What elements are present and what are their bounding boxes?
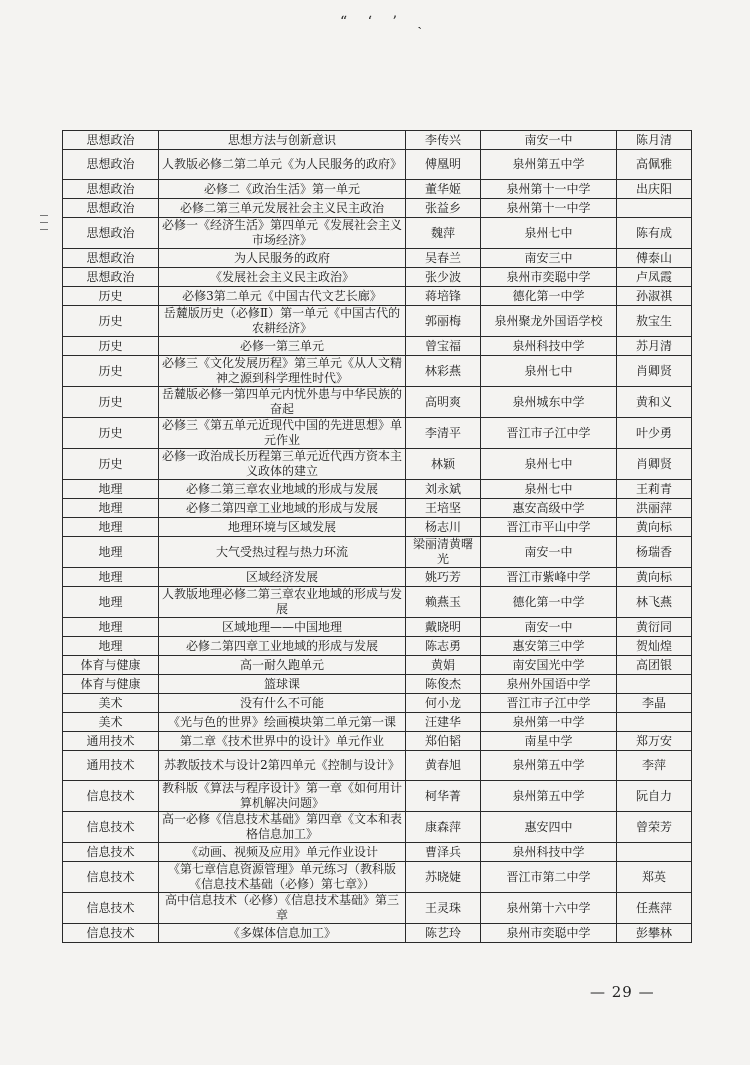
author-cell: 汪建华: [406, 713, 481, 732]
reviewer-cell: 王莉青: [617, 480, 692, 499]
table-row: [63, 356, 692, 387]
author-cell: 张益乡: [406, 199, 481, 218]
topic-cell: 必修二第四章工业地域的形成与发展: [159, 499, 406, 518]
subject-cell: 地理: [63, 518, 159, 537]
topic-cell: 《发展社会主义民主政治》: [159, 268, 406, 287]
author-cell: 戴晓明: [406, 618, 481, 637]
topic-cell: 区域地理——中国地理: [159, 618, 406, 637]
author-cell: 傅凰明: [406, 150, 481, 180]
subject-cell: 地理: [63, 537, 159, 568]
table-row: [63, 713, 692, 732]
subject-cell: 思想政治: [63, 199, 159, 218]
school-cell: 泉州科技中学: [481, 843, 617, 862]
topic-cell: 人教版地理必修二第三章农业地域的形成与发展: [159, 587, 406, 618]
author-cell: 蒋培锋: [406, 287, 481, 306]
school-cell: 泉州第十一中学: [481, 180, 617, 199]
topic-cell: 必修二《政治生活》第一单元: [159, 180, 406, 199]
author-cell: 王灵珠: [406, 893, 481, 924]
author-cell: 王培坚: [406, 499, 481, 518]
author-cell: 康森萍: [406, 812, 481, 843]
reviewer-cell: 曾荣芳: [617, 812, 692, 843]
topic-cell: 篮球课: [159, 675, 406, 694]
school-cell: 泉州市奕聪中学: [481, 268, 617, 287]
topic-cell: 必修二第三章农业地域的形成与发展: [159, 480, 406, 499]
subject-cell: 通用技术: [63, 751, 159, 781]
table-row: [63, 751, 692, 781]
topic-cell: 必修一政治成长历程第三单元近代西方资本主义政体的建立: [159, 449, 406, 480]
school-cell: 泉州第五中学: [481, 781, 617, 812]
reviewer-cell: 肖卿贤: [617, 356, 692, 387]
topic-cell: 必修三《文化发展历程》第三单元《从人文精神之源到科学理性时代》: [159, 356, 406, 387]
author-cell: 黄春旭: [406, 751, 481, 781]
author-cell: 曾宝福: [406, 337, 481, 356]
topic-cell: 必修一《经济生活》第四单元《发展社会主义市场经济》: [159, 218, 406, 249]
topic-cell: 岳麓版必修一第四单元内忧外患与中华民族的奋起: [159, 387, 406, 418]
reviewer-cell: 林飞燕: [617, 587, 692, 618]
reviewer-cell: 李晶: [617, 694, 692, 713]
page-number: — 29 —: [590, 983, 655, 1001]
author-cell: 黄娟: [406, 656, 481, 675]
reviewer-cell: 陈有成: [617, 218, 692, 249]
school-cell: 泉州七中: [481, 449, 617, 480]
school-cell: 泉州第五中学: [481, 751, 617, 781]
author-cell: 姚巧芳: [406, 568, 481, 587]
subject-cell: 美术: [63, 694, 159, 713]
table-row: [63, 862, 692, 893]
topic-cell: 必修三《第五单元近现代中国的先进思想》单元作业: [159, 418, 406, 449]
author-cell: 陈志勇: [406, 637, 481, 656]
table-row: [63, 199, 692, 218]
reviewer-cell: 敖宝生: [617, 306, 692, 337]
table-row: [63, 924, 692, 943]
reviewer-cell: 卢凤霞: [617, 268, 692, 287]
reviewer-cell: 彭攀林: [617, 924, 692, 943]
table-row: [63, 587, 692, 618]
table-row: [63, 656, 692, 675]
subject-cell: 美术: [63, 713, 159, 732]
author-cell: 何小龙: [406, 694, 481, 713]
assignment-table: [62, 130, 692, 943]
reviewer-cell: 郑英: [617, 862, 692, 893]
topic-cell: 高中信息技术（必修）《信息技术基础》第三章: [159, 893, 406, 924]
author-cell: 郭丽梅: [406, 306, 481, 337]
subject-cell: 体育与健康: [63, 656, 159, 675]
table-row: [63, 418, 692, 449]
table-row: [63, 449, 692, 480]
topic-cell: 必修二第四章工业地域的形成与发展: [159, 637, 406, 656]
table-row: [63, 218, 692, 249]
author-cell: 杨志川: [406, 518, 481, 537]
table-row: [63, 387, 692, 418]
reviewer-cell: [617, 843, 692, 862]
table-row: [63, 337, 692, 356]
subject-cell: 思想政治: [63, 218, 159, 249]
topic-cell: 第二章《技术世界中的设计》单元作业: [159, 732, 406, 751]
author-cell: 高明爽: [406, 387, 481, 418]
school-cell: 泉州市奕聪中学: [481, 924, 617, 943]
school-cell: 泉州聚龙外国语学校: [481, 306, 617, 337]
subject-cell: 地理: [63, 499, 159, 518]
topic-cell: 《第七章信息资源管理》单元练习（教科版《信息技术基础（必修）第七章》）: [159, 862, 406, 893]
reviewer-cell: 阮自力: [617, 781, 692, 812]
school-cell: 德化第一中学: [481, 287, 617, 306]
table-row: [63, 518, 692, 537]
subject-cell: 历史: [63, 418, 159, 449]
reviewer-cell: 陈月清: [617, 131, 692, 150]
table-row: [63, 732, 692, 751]
subject-cell: 历史: [63, 356, 159, 387]
subject-cell: 思想政治: [63, 180, 159, 199]
subject-cell: 信息技术: [63, 843, 159, 862]
subject-cell: 地理: [63, 618, 159, 637]
subject-cell: 思想政治: [63, 131, 159, 150]
reviewer-cell: 高团银: [617, 656, 692, 675]
topic-cell: 高一必修《信息技术基础》第四章《文本和表格信息加工》: [159, 812, 406, 843]
school-cell: 晋江市紫峰中学: [481, 568, 617, 587]
table-row: [63, 618, 692, 637]
subject-cell: 历史: [63, 306, 159, 337]
school-cell: 泉州第一中学: [481, 713, 617, 732]
reviewer-cell: 出庆阳: [617, 180, 692, 199]
topic-cell: 苏教版技术与设计2第四单元《控制与设计》: [159, 751, 406, 781]
topic-cell: 岳麓版历史（必修Ⅱ）第一单元《中国古代的农耕经济》: [159, 306, 406, 337]
school-cell: 泉州第十六中学: [481, 893, 617, 924]
school-cell: 惠安四中: [481, 812, 617, 843]
topic-cell: 必修一第三单元: [159, 337, 406, 356]
topic-cell: 没有什么不可能: [159, 694, 406, 713]
subject-cell: 信息技术: [63, 812, 159, 843]
topic-cell: 区域经济发展: [159, 568, 406, 587]
reviewer-cell: [617, 675, 692, 694]
subject-cell: 历史: [63, 337, 159, 356]
reviewer-cell: 李萍: [617, 751, 692, 781]
reviewer-cell: 黄向标: [617, 518, 692, 537]
school-cell: 晋江市第二中学: [481, 862, 617, 893]
topic-cell: 必修二第三单元发展社会主义民主政治: [159, 199, 406, 218]
author-cell: 林颖: [406, 449, 481, 480]
subject-cell: 历史: [63, 287, 159, 306]
subject-cell: 地理: [63, 637, 159, 656]
author-cell: 张少波: [406, 268, 481, 287]
school-cell: 南安一中: [481, 537, 617, 568]
school-cell: 南星中学: [481, 732, 617, 751]
topic-cell: 高一耐久跑单元: [159, 656, 406, 675]
table-row: [63, 480, 692, 499]
reviewer-cell: 高佩雅: [617, 150, 692, 180]
table-row: [63, 537, 692, 568]
reviewer-cell: 黄和义: [617, 387, 692, 418]
table-row: [63, 637, 692, 656]
subject-cell: 信息技术: [63, 924, 159, 943]
school-cell: 晋江市平山中学: [481, 518, 617, 537]
subject-cell: 历史: [63, 449, 159, 480]
subject-cell: 地理: [63, 568, 159, 587]
table-row: [63, 150, 692, 180]
table-row: [63, 306, 692, 337]
school-cell: 泉州外国语中学: [481, 675, 617, 694]
table-body: [63, 131, 692, 943]
school-cell: 泉州第十一中学: [481, 199, 617, 218]
school-cell: 泉州七中: [481, 480, 617, 499]
author-cell: 赖燕玉: [406, 587, 481, 618]
margin-mark: [40, 222, 48, 223]
table-row: [63, 812, 692, 843]
topic-cell: 思想方法与创新意识: [159, 131, 406, 150]
school-cell: 南安三中: [481, 249, 617, 268]
subject-cell: 地理: [63, 587, 159, 618]
school-cell: 南安一中: [481, 618, 617, 637]
topic-cell: 大气受热过程与热力环流: [159, 537, 406, 568]
table-row: [63, 568, 692, 587]
subject-cell: 信息技术: [63, 862, 159, 893]
school-cell: 泉州七中: [481, 356, 617, 387]
author-cell: 陈俊杰: [406, 675, 481, 694]
school-cell: 泉州第五中学: [481, 150, 617, 180]
author-cell: 林彩燕: [406, 356, 481, 387]
school-cell: 南安国光中学: [481, 656, 617, 675]
scan-marks: “ ‘ ’ ˎ: [340, 14, 431, 30]
subject-cell: 通用技术: [63, 732, 159, 751]
reviewer-cell: 贺灿煌: [617, 637, 692, 656]
table-row: [63, 249, 692, 268]
author-cell: 陈艺玲: [406, 924, 481, 943]
reviewer-cell: 傅泰山: [617, 249, 692, 268]
school-cell: 泉州城东中学: [481, 387, 617, 418]
topic-cell: 为人民服务的政府: [159, 249, 406, 268]
reviewer-cell: 杨瑞香: [617, 537, 692, 568]
subject-cell: 体育与健康: [63, 675, 159, 694]
school-cell: 泉州七中: [481, 218, 617, 249]
topic-cell: 必修3第二单元《中国古代文艺长廊》: [159, 287, 406, 306]
topic-cell: 教科版《算法与程序设计》第一章《如何用计算机解决问题》: [159, 781, 406, 812]
reviewer-cell: 任燕萍: [617, 893, 692, 924]
subject-cell: 思想政治: [63, 268, 159, 287]
school-cell: 晋江市子江中学: [481, 418, 617, 449]
author-cell: 梁丽清黄曙光: [406, 537, 481, 568]
table-row: [63, 675, 692, 694]
author-cell: 郑伯韬: [406, 732, 481, 751]
subject-cell: 思想政治: [63, 249, 159, 268]
subject-cell: 信息技术: [63, 781, 159, 812]
reviewer-cell: 郑万安: [617, 732, 692, 751]
reviewer-cell: 黄向标: [617, 568, 692, 587]
topic-cell: 地理环境与区域发展: [159, 518, 406, 537]
reviewer-cell: [617, 713, 692, 732]
author-cell: 曹泽兵: [406, 843, 481, 862]
reviewer-cell: 洪丽萍: [617, 499, 692, 518]
author-cell: 吴春兰: [406, 249, 481, 268]
author-cell: 魏萍: [406, 218, 481, 249]
table-row: [63, 843, 692, 862]
school-cell: 泉州科技中学: [481, 337, 617, 356]
table-row: [63, 287, 692, 306]
author-cell: 董华姬: [406, 180, 481, 199]
table-row: [63, 499, 692, 518]
topic-cell: 《多媒体信息加工》: [159, 924, 406, 943]
author-cell: 李传兴: [406, 131, 481, 150]
table-row: [63, 781, 692, 812]
subject-cell: 地理: [63, 480, 159, 499]
topic-cell: 《动画、视频及应用》单元作业设计: [159, 843, 406, 862]
reviewer-cell: [617, 199, 692, 218]
subject-cell: 思想政治: [63, 150, 159, 180]
margin-mark: [40, 229, 48, 230]
reviewer-cell: 苏月清: [617, 337, 692, 356]
margin-mark: [40, 215, 48, 216]
table-row: [63, 180, 692, 199]
school-cell: 德化第一中学: [481, 587, 617, 618]
author-cell: 柯华菁: [406, 781, 481, 812]
school-cell: 惠安高级中学: [481, 499, 617, 518]
school-cell: 惠安第三中学: [481, 637, 617, 656]
author-cell: 苏晓婕: [406, 862, 481, 893]
reviewer-cell: 肖卿贤: [617, 449, 692, 480]
table-row: [63, 694, 692, 713]
reviewer-cell: 叶少勇: [617, 418, 692, 449]
school-cell: 晋江市子江中学: [481, 694, 617, 713]
table-row: [63, 893, 692, 924]
author-cell: 刘永斌: [406, 480, 481, 499]
table-row: [63, 268, 692, 287]
table-row: [63, 131, 692, 150]
reviewer-cell: 黄衍同: [617, 618, 692, 637]
reviewer-cell: 孙淑祺: [617, 287, 692, 306]
school-cell: 南安一中: [481, 131, 617, 150]
subject-cell: 信息技术: [63, 893, 159, 924]
author-cell: 李清平: [406, 418, 481, 449]
subject-cell: 历史: [63, 387, 159, 418]
topic-cell: 人教版必修二第二单元《为人民服务的政府》: [159, 150, 406, 180]
topic-cell: 《光与色的世界》绘画模块第二单元第一课: [159, 713, 406, 732]
